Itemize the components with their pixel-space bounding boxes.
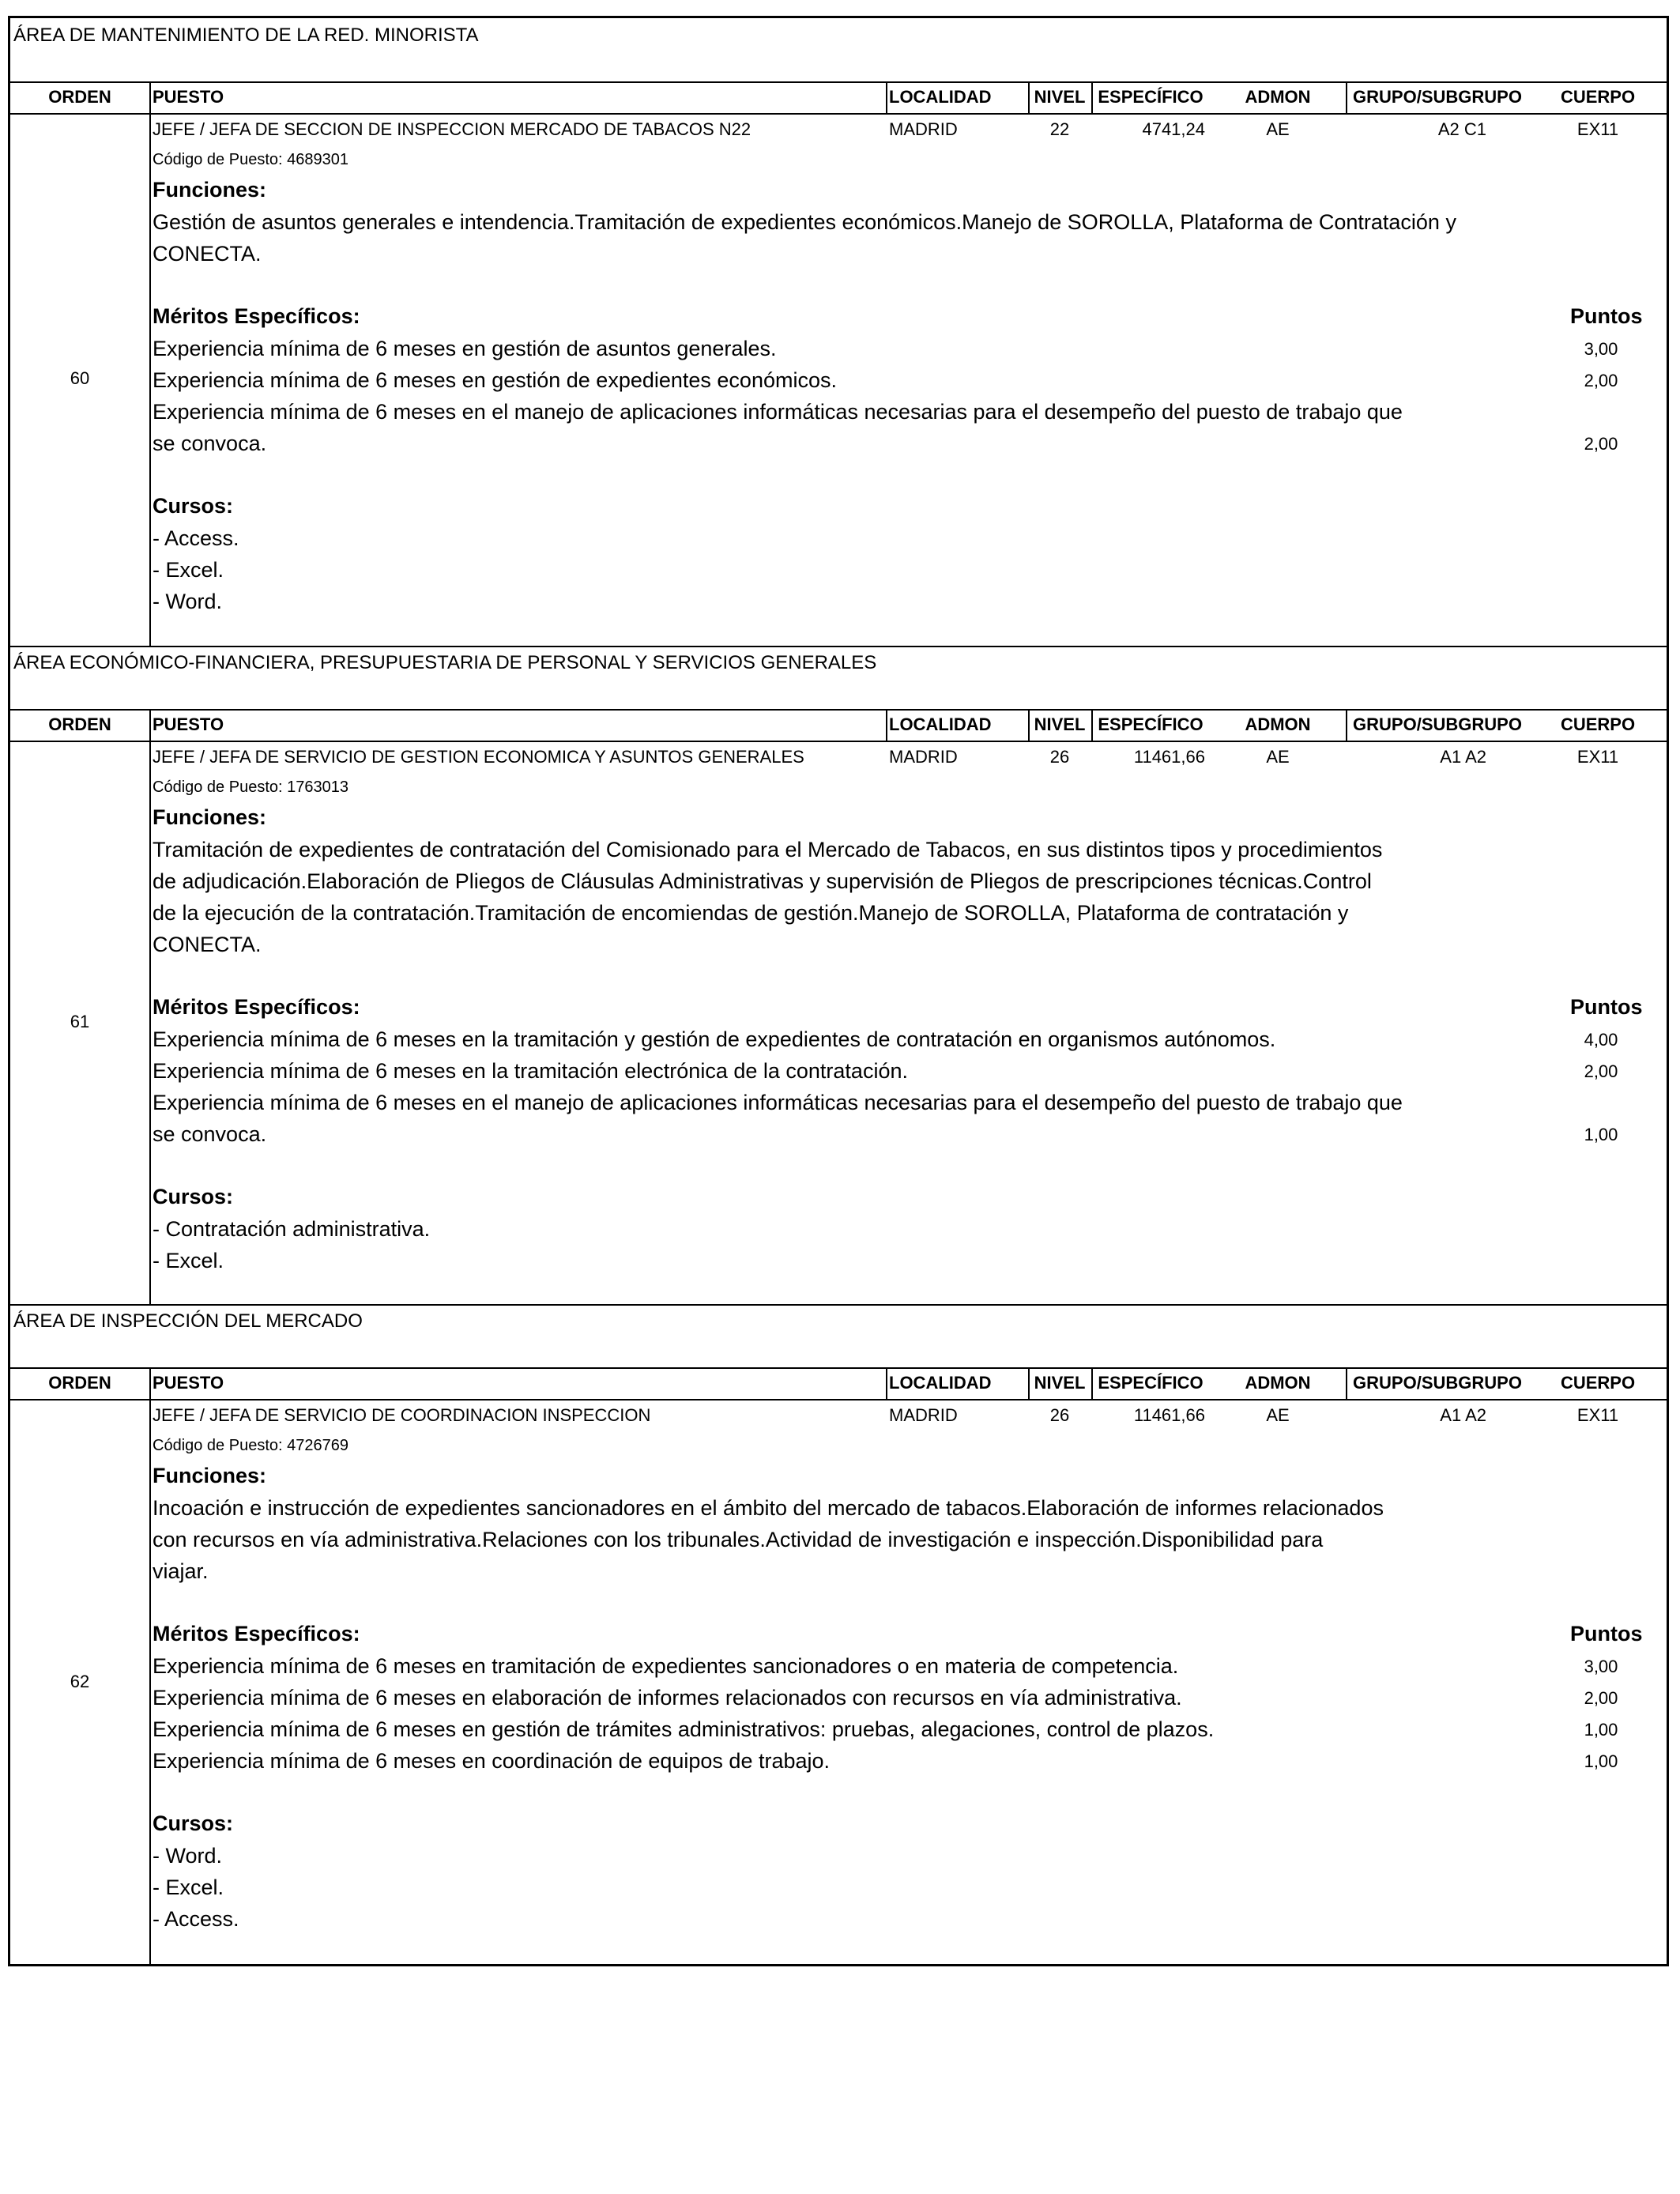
funciones-label: Funciones: [153, 1464, 267, 1487]
puesto-name: JEFE / JEFA DE SERVICIO DE COORDINACION INSPECCION [153, 1405, 651, 1425]
area-title: ÁREA DE MANTENIMIENTO DE LA RED. MINORISTA [13, 25, 479, 46]
column-divider [1346, 1367, 1347, 1399]
column-header-admon: ADMON [1245, 87, 1311, 107]
column-divider [1346, 81, 1347, 113]
codigo-puesto: Código de Puesto: 4726769 [153, 1437, 348, 1454]
meritos-label: Méritos Específicos: [153, 1622, 360, 1646]
column-header-especifico: ESPECÍFICO [1098, 1373, 1203, 1393]
orden-number: 60 [70, 368, 90, 388]
column-header-cuerpo: CUERPO [1560, 87, 1636, 107]
puntos-label: Puntos [1570, 995, 1643, 1019]
column-header-puesto: PUESTO [153, 714, 224, 734]
column-divider [886, 81, 887, 113]
column-divider [149, 1367, 151, 1399]
cursos-label: Cursos: [153, 1185, 234, 1208]
column-header-puesto: PUESTO [153, 87, 224, 107]
column-header-row [10, 81, 1667, 113]
column-header-orden: ORDEN [48, 87, 111, 107]
column-header-especifico: ESPECÍFICO [1098, 87, 1203, 107]
column-header-cuerpo: CUERPO [1560, 714, 1636, 734]
position-section [10, 646, 1667, 1304]
curso-item: - Access. [153, 1907, 239, 1931]
merito-puntos: 1,00 [1584, 1751, 1618, 1771]
especifico-value: 4741,24 [1142, 119, 1205, 139]
header-bottom-rule [10, 741, 1667, 742]
curso-item: - Access. [153, 526, 239, 550]
cuerpo-value: EX11 [1576, 119, 1619, 139]
merito-puntos: 2,00 [1584, 434, 1618, 454]
puntos-label: Puntos [1570, 304, 1643, 328]
merito-puntos: 2,00 [1584, 1688, 1618, 1708]
puesto-name: JEFE / JEFA DE SERVICIO DE GESTION ECONOMICA Y ASUNTOS GENERALES [153, 747, 804, 767]
curso-item: - Excel. [153, 1875, 224, 1899]
orden-divider [149, 1399, 151, 1966]
column-header-nivel: NIVEL [1034, 87, 1086, 107]
puesto-name: JEFE / JEFA DE SECCION DE INSPECCION MERCADO DE TABACOS N22 [153, 119, 751, 139]
column-divider [1091, 81, 1093, 113]
nivel-value: 26 [1049, 1405, 1070, 1425]
column-header-nivel: NIVEL [1034, 1373, 1086, 1393]
column-header-cuerpo: CUERPO [1560, 1373, 1636, 1393]
column-header-admon: ADMON [1245, 714, 1311, 734]
meritos-label: Méritos Específicos: [153, 304, 360, 328]
merito-line: Experiencia mínima de 6 meses en gestión de asuntos generales. [153, 337, 777, 360]
merito-line: Experiencia mínima de 6 meses en coordinación de equipos de trabajo. [153, 1749, 831, 1773]
merito-puntos: 1,00 [1584, 1125, 1618, 1144]
funciones-line: CONECTA. [153, 242, 262, 266]
merito-line: Experiencia mínima de 6 meses en gestión de expedientes económicos. [153, 368, 837, 392]
admon-value: AE [1266, 119, 1290, 139]
orden-divider [149, 113, 151, 646]
localidad-value: MADRID [889, 1405, 958, 1425]
funciones-line: de adjudicación.Elaboración de Pliegos de Cláusulas Administrativas y supervisión de Pliegos de prescripciones técnicas.Control [153, 869, 1372, 893]
column-divider [886, 709, 887, 741]
orden-number: 61 [70, 1011, 90, 1031]
merito-puntos: 3,00 [1584, 1657, 1618, 1676]
funciones-line: con recursos en vía administrativa.Relaciones con los tribunales.Actividad de investigación e inspección.Disponibilidad para [153, 1528, 1324, 1551]
curso-item: - Excel. [153, 558, 224, 582]
curso-item: - Contratación administrativa. [153, 1217, 431, 1241]
merito-line: Experiencia mínima de 6 meses en la tramitación y gestión de expedientes de contratación en organismos autónomos. [153, 1027, 1276, 1051]
funciones-line: viajar. [153, 1559, 209, 1583]
position-section [10, 1304, 1667, 1966]
funciones-line: CONECTA. [153, 933, 262, 956]
grupo-value: A2 C1 [1437, 119, 1486, 139]
cuerpo-value: EX11 [1576, 1405, 1619, 1425]
column-divider [1028, 1367, 1030, 1399]
cuerpo-value: EX11 [1576, 747, 1619, 767]
meritos-label: Méritos Específicos: [153, 995, 360, 1019]
nivel-value: 26 [1049, 747, 1070, 767]
merito-line: Experiencia mínima de 6 meses en elaboración de informes relacionados con recursos en vía administrativa. [153, 1686, 1182, 1710]
merito-line: se convoca. [153, 1122, 267, 1146]
admon-value: AE [1266, 747, 1290, 767]
funciones-line: Incoación e instrucción de expedientes sancionadores en el ámbito del mercado de tabacos.Elaboración de informes relacionados [153, 1496, 1384, 1520]
column-header-row [10, 709, 1667, 741]
column-divider [149, 81, 151, 113]
cursos-label: Cursos: [153, 1811, 234, 1835]
column-header-grupo: GRUPO/SUBGRUPO [1353, 1373, 1522, 1393]
merito-puntos: 4,00 [1584, 1030, 1618, 1050]
curso-item: - Word. [153, 590, 223, 613]
especifico-value: 11461,66 [1133, 1405, 1205, 1425]
especifico-value: 11461,66 [1133, 747, 1205, 767]
column-header-row [10, 1367, 1667, 1399]
merito-puntos: 2,00 [1584, 371, 1618, 390]
curso-item: - Word. [153, 1844, 223, 1868]
localidad-value: MADRID [889, 119, 958, 139]
area-title: ÁREA DE INSPECCIÓN DEL MERCADO [13, 1310, 363, 1332]
column-divider [1091, 1367, 1093, 1399]
merito-line: Experiencia mínima de 6 meses en el manejo de aplicaciones informáticas necesarias para el desempeño del puesto de trabajo que [153, 1091, 1403, 1114]
column-header-grupo: GRUPO/SUBGRUPO [1353, 87, 1522, 107]
funciones-line: Gestión de asuntos generales e intendencia.Tramitación de expedientes económicos.Manejo de SOROLLA, Plataforma de Contratación y [153, 210, 1456, 234]
orden-divider [149, 741, 151, 1304]
funciones-line: de la ejecución de la contratación.Tramitación de encomiendas de gestión.Manejo de SOROLLA, Plataforma de contratación y [153, 901, 1349, 925]
merito-puntos: 1,00 [1584, 1720, 1618, 1740]
column-header-puesto: PUESTO [153, 1373, 224, 1393]
column-header-orden: ORDEN [48, 1373, 111, 1393]
grupo-value: A1 A2 [1440, 747, 1486, 767]
merito-line: Experiencia mínima de 6 meses en gestión de trámites administrativos: pruebas, alegaciones, control de plazos. [153, 1717, 1215, 1741]
column-header-localidad: LOCALIDAD [889, 714, 992, 734]
column-divider [1091, 709, 1093, 741]
column-divider [1028, 709, 1030, 741]
funciones-label: Funciones: [153, 178, 267, 202]
merito-line: Experiencia mínima de 6 meses en el manejo de aplicaciones informáticas necesarias para el desempeño del puesto de trabajo que [153, 400, 1403, 424]
document-table [8, 16, 1669, 1966]
column-header-especifico: ESPECÍFICO [1098, 714, 1203, 734]
column-divider [1346, 709, 1347, 741]
cursos-label: Cursos: [153, 494, 234, 518]
puntos-label: Puntos [1570, 1622, 1643, 1646]
nivel-value: 22 [1049, 119, 1070, 139]
localidad-value: MADRID [889, 747, 958, 767]
column-header-orden: ORDEN [48, 714, 111, 734]
column-divider [886, 1367, 887, 1399]
column-header-localidad: LOCALIDAD [889, 1373, 992, 1393]
admon-value: AE [1266, 1405, 1290, 1425]
header-bottom-rule [10, 1399, 1667, 1400]
column-header-localidad: LOCALIDAD [889, 87, 992, 107]
funciones-label: Funciones: [153, 805, 267, 829]
funciones-line: Tramitación de expedientes de contratación del Comisionado para el Mercado de Tabacos, en sus distintos tipos y procedimientos [153, 838, 1383, 861]
codigo-puesto: Código de Puesto: 4689301 [153, 151, 348, 168]
merito-puntos: 3,00 [1584, 339, 1618, 359]
column-header-grupo: GRUPO/SUBGRUPO [1353, 714, 1522, 734]
grupo-value: A1 A2 [1440, 1405, 1486, 1425]
curso-item: - Excel. [153, 1249, 224, 1272]
column-divider [149, 709, 151, 741]
position-section [10, 18, 1667, 646]
merito-line: Experiencia mínima de 6 meses en la tramitación electrónica de la contratación. [153, 1059, 908, 1083]
merito-line: Experiencia mínima de 6 meses en tramitación de expedientes sancionadores o en materia de competencia. [153, 1654, 1179, 1678]
orden-number: 62 [70, 1672, 90, 1691]
header-bottom-rule [10, 113, 1667, 115]
merito-puntos: 2,00 [1584, 1061, 1618, 1081]
codigo-puesto: Código de Puesto: 1763013 [153, 778, 348, 796]
merito-line: se convoca. [153, 432, 267, 455]
area-title: ÁREA ECONÓMICO-FINANCIERA, PRESUPUESTARIA DE PERSONAL Y SERVICIOS GENERALES [13, 652, 877, 673]
column-header-admon: ADMON [1245, 1373, 1311, 1393]
column-divider [1028, 81, 1030, 113]
column-header-nivel: NIVEL [1034, 714, 1086, 734]
